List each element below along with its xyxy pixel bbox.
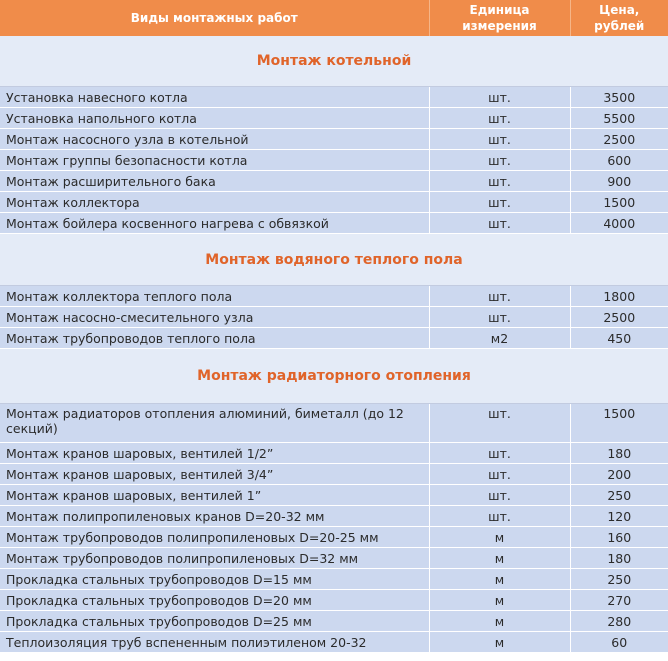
row-name: Монтаж трубопроводов теплого пола — [0, 328, 429, 349]
table-row — [0, 87, 668, 108]
table-row — [0, 632, 668, 653]
row-unit: м — [429, 590, 570, 611]
row-price: 200 — [570, 464, 668, 485]
row-price: 3500 — [570, 87, 668, 108]
row-price: 60 — [570, 632, 668, 653]
row-unit: шт. — [429, 171, 570, 192]
row-price: 4000 — [570, 213, 668, 234]
table-row — [0, 527, 668, 548]
row-name: Монтаж кранов шаровых, вентилей 1/2” — [0, 443, 429, 464]
row-name: Теплоизоляция труб вспененным полиэтиленом 20-32 — [0, 632, 429, 653]
table-row — [0, 150, 668, 171]
row-name: Монтаж трубопроводов полипропиленовых D=20-25 мм — [0, 527, 429, 548]
table-row — [0, 485, 668, 506]
table-row — [0, 192, 668, 213]
table-row — [0, 307, 668, 328]
row-name: Монтаж бойлера косвенного нагрева с обвязкой — [0, 213, 429, 234]
row-unit: м — [429, 527, 570, 548]
row-unit: шт. — [429, 192, 570, 213]
row-name: Монтаж радиаторов отопления алюминий, биметалл (до 12 секций) — [0, 404, 429, 443]
table-header-row — [0, 0, 668, 36]
section-title: Монтаж радиаторного отопления — [0, 349, 668, 404]
row-unit: шт. — [429, 485, 570, 506]
header-price-line2: рублей — [594, 19, 645, 33]
row-price: 250 — [570, 569, 668, 590]
row-name: Монтаж кранов шаровых, вентилей 3/4” — [0, 464, 429, 485]
row-price: 180 — [570, 443, 668, 464]
row-unit: шт. — [429, 213, 570, 234]
row-unit: шт. — [429, 129, 570, 150]
table-row — [0, 590, 668, 611]
row-unit: шт. — [429, 150, 570, 171]
table-row — [0, 129, 668, 150]
row-price: 1800 — [570, 286, 668, 307]
table-row — [0, 548, 668, 569]
row-unit: шт. — [429, 443, 570, 464]
table-row — [0, 328, 668, 349]
row-unit: шт. — [429, 108, 570, 129]
table-row — [0, 506, 668, 527]
header-unit-line1: Единица — [469, 3, 530, 17]
row-name: Монтаж группы безопасности котла — [0, 150, 429, 171]
row-name: Монтаж коллектора — [0, 192, 429, 213]
row-name: Монтаж трубопроводов полипропиленовых D=32 мм — [0, 548, 429, 569]
row-price: 120 — [570, 506, 668, 527]
row-unit: шт. — [429, 307, 570, 328]
table-row — [0, 213, 668, 234]
row-price: 450 — [570, 328, 668, 349]
row-price: 180 — [570, 548, 668, 569]
row-name: Прокладка стальных трубопроводов D=25 мм — [0, 611, 429, 632]
row-name: Монтаж расширительного бака — [0, 171, 429, 192]
header-price-line1: Цена, — [599, 3, 640, 17]
row-name: Прокладка стальных трубопроводов D=20 мм — [0, 590, 429, 611]
row-name: Прокладка стальных трубопроводов D=15 мм — [0, 569, 429, 590]
row-unit: м — [429, 632, 570, 653]
row-unit: шт. — [429, 464, 570, 485]
row-name: Установка напольного котла — [0, 108, 429, 129]
row-price: 1500 — [570, 192, 668, 213]
section-title: Монтаж котельной — [0, 36, 668, 87]
table-row — [0, 171, 668, 192]
row-price: 5500 — [570, 108, 668, 129]
row-name: Установка навесного котла — [0, 87, 429, 108]
row-price: 270 — [570, 590, 668, 611]
table-row — [0, 443, 668, 464]
row-unit: шт. — [429, 506, 570, 527]
row-unit: шт. — [429, 404, 570, 443]
row-unit: м — [429, 569, 570, 590]
row-unit: шт. — [429, 87, 570, 108]
table-row — [0, 611, 668, 632]
header-unit — [429, 0, 570, 36]
row-name: Монтаж кранов шаровых, вентилей 1” — [0, 485, 429, 506]
row-unit: м — [429, 611, 570, 632]
row-price: 2500 — [570, 307, 668, 328]
row-price: 280 — [570, 611, 668, 632]
row-name: Монтаж насосного узла в котельной — [0, 129, 429, 150]
table-row — [0, 464, 668, 485]
row-price: 2500 — [570, 129, 668, 150]
table-row — [0, 108, 668, 129]
row-price: 160 — [570, 527, 668, 548]
section-row — [0, 234, 668, 286]
row-price: 250 — [570, 485, 668, 506]
row-price: 600 — [570, 150, 668, 171]
table-row — [0, 404, 668, 443]
section-row — [0, 36, 668, 87]
table-row — [0, 286, 668, 307]
section-title: Монтаж водяного теплого пола — [0, 234, 668, 286]
row-name: Монтаж коллектора теплого пола — [0, 286, 429, 307]
section-row — [0, 349, 668, 404]
row-unit: шт. — [429, 286, 570, 307]
header-price — [570, 0, 668, 36]
row-name: Монтаж полипропиленовых кранов D=20-32 мм — [0, 506, 429, 527]
row-price: 1500 — [570, 404, 668, 443]
row-unit: м — [429, 548, 570, 569]
row-unit: м2 — [429, 328, 570, 349]
header-work-type: Виды монтажных работ — [0, 0, 429, 36]
table-row — [0, 569, 668, 590]
header-unit-line2: измерения — [462, 19, 537, 33]
row-name: Монтаж насосно-смесительного узла — [0, 307, 429, 328]
row-price: 900 — [570, 171, 668, 192]
